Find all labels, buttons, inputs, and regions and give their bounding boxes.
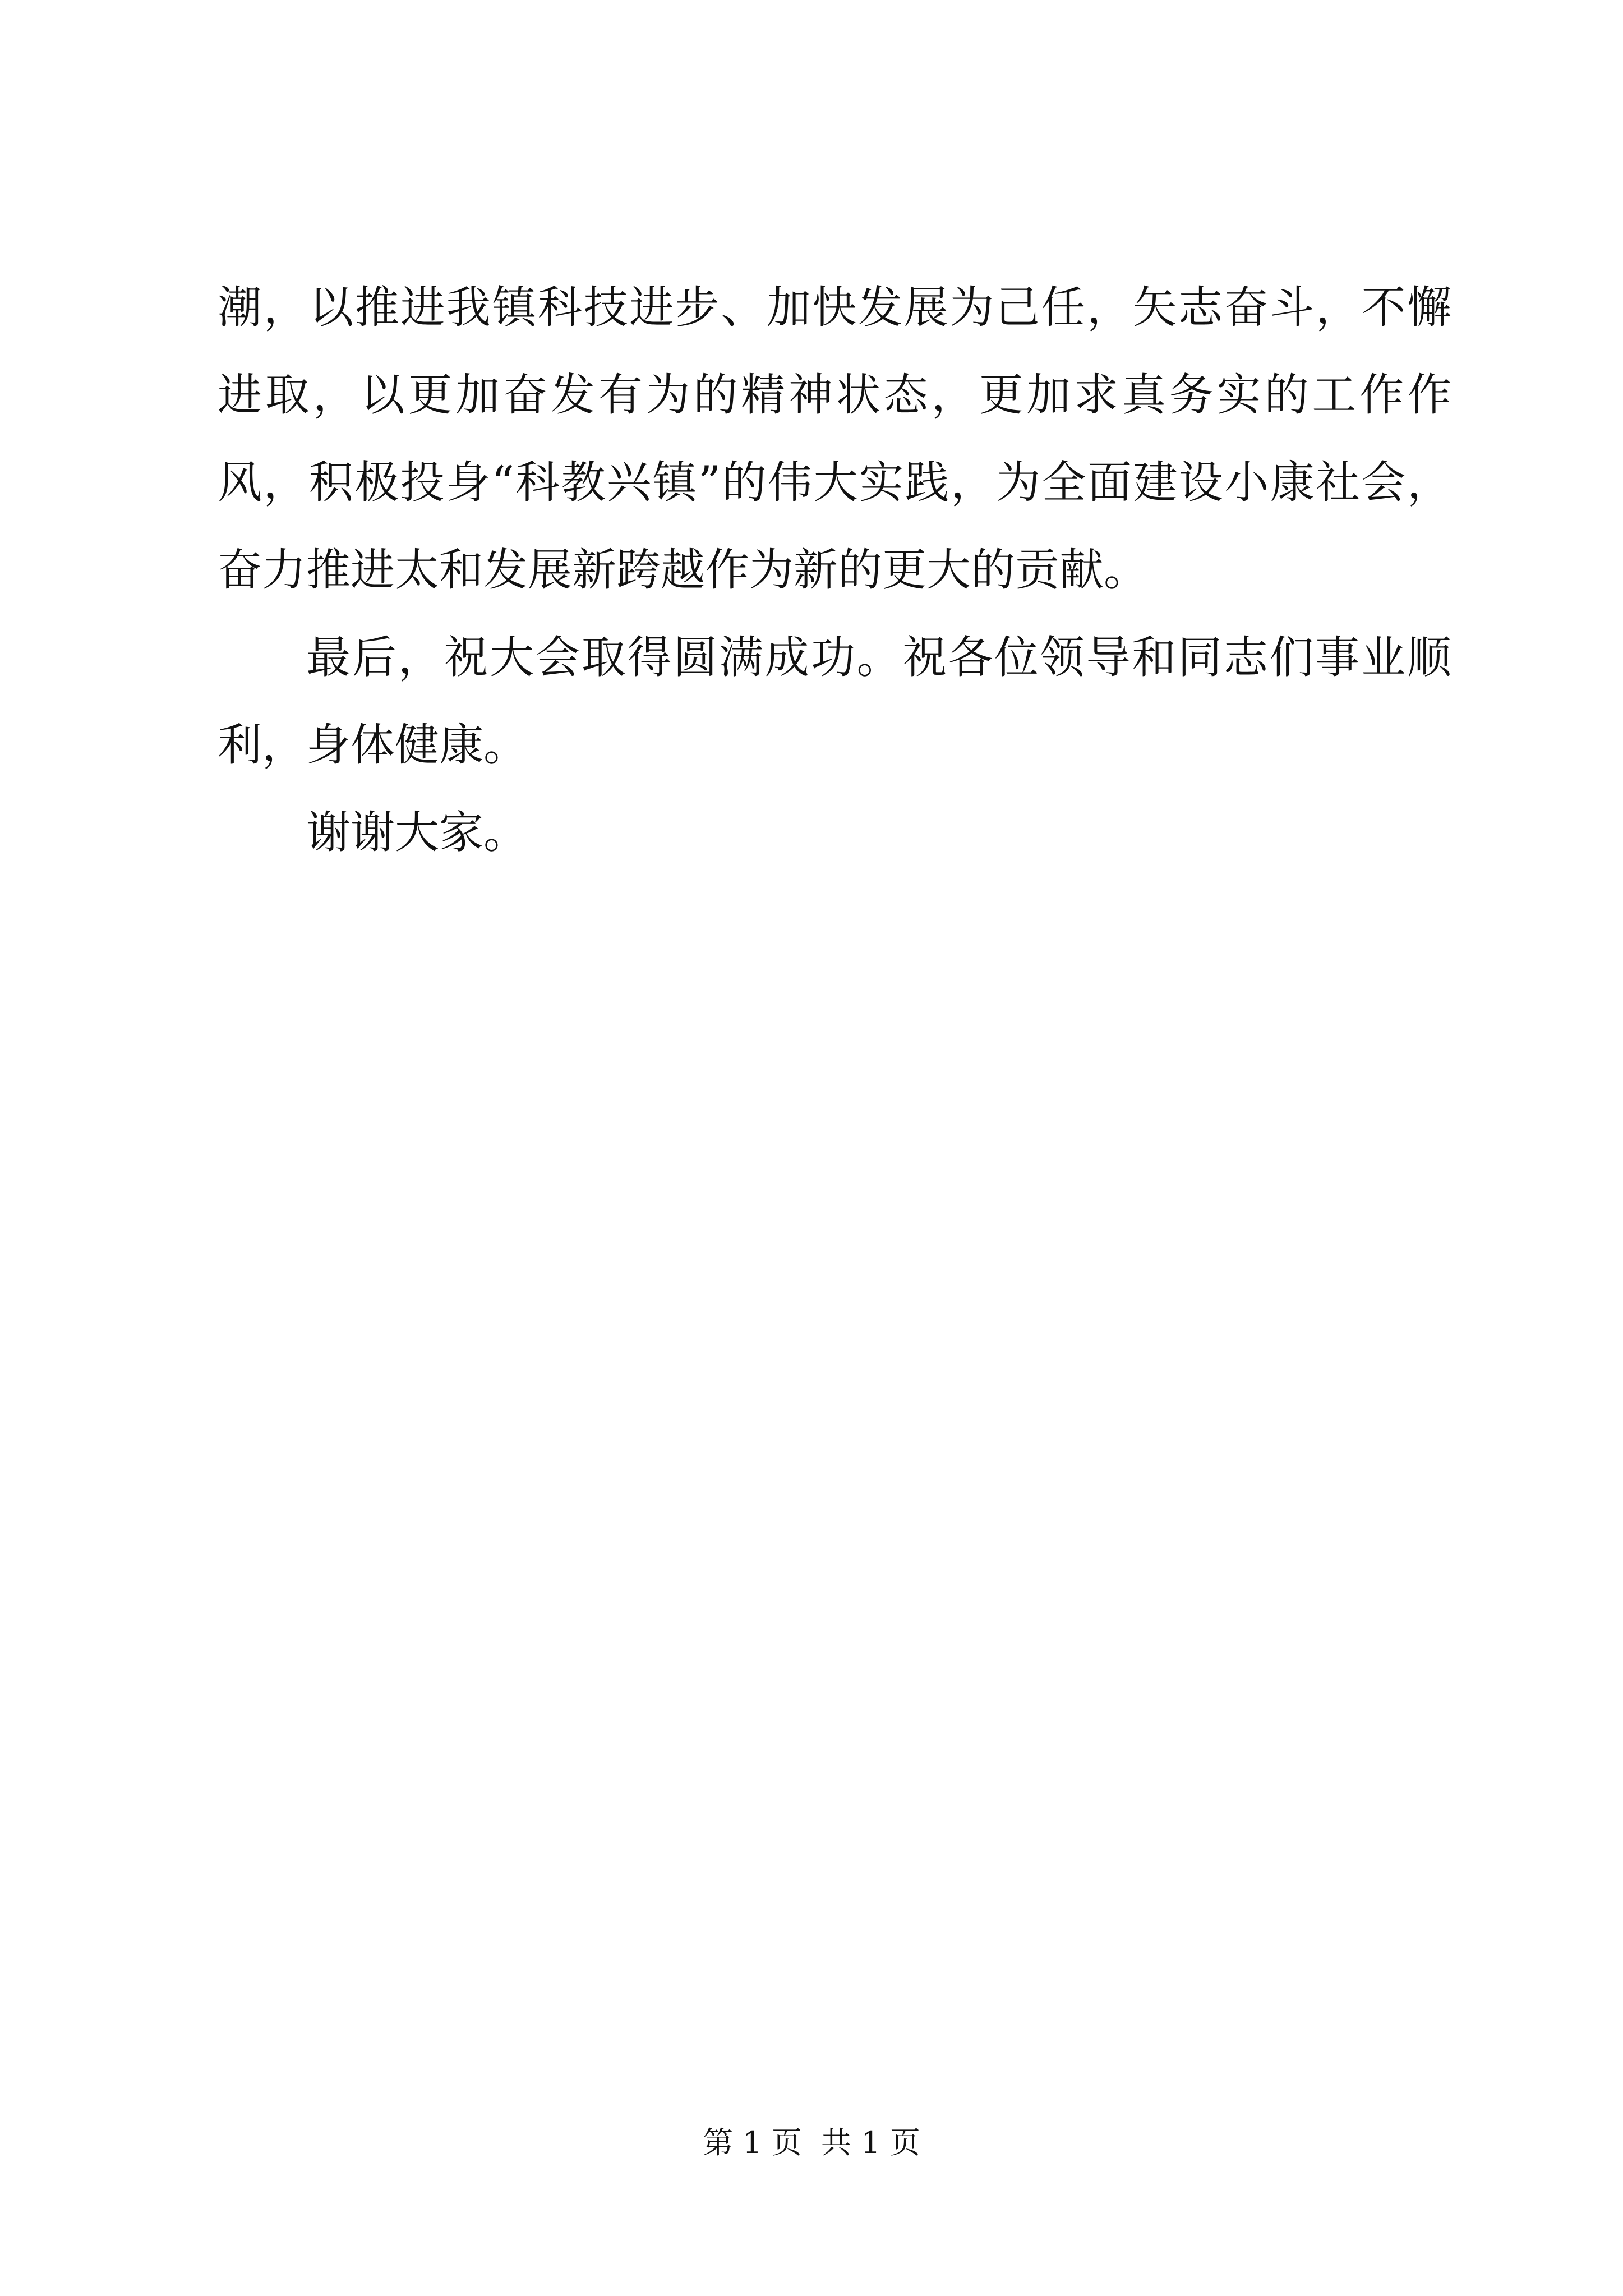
document-body xyxy=(218,264,1451,876)
paragraph-continuation: 潮，以推进我镇科技进步、加快发展为己任，矢志奋斗，不懈进取，以更加奋发有为的精神状态，更加求真务实的工作作风，积极投身“科教兴镇”的伟大实践，为全面建设小康社会，奋力推进太和发展新跨越作为新的更大的贡献。 xyxy=(218,282,1451,596)
page-number-footer: 第 1 页 共 1 页 xyxy=(703,2125,920,2160)
paragraph-thanks: 谢谢大家。 xyxy=(306,807,528,858)
paragraph-closing-wishes: 最后，祝大会取得圆满成功。祝各位领导和同志们事业顺利，身体健康。 xyxy=(218,632,1451,771)
